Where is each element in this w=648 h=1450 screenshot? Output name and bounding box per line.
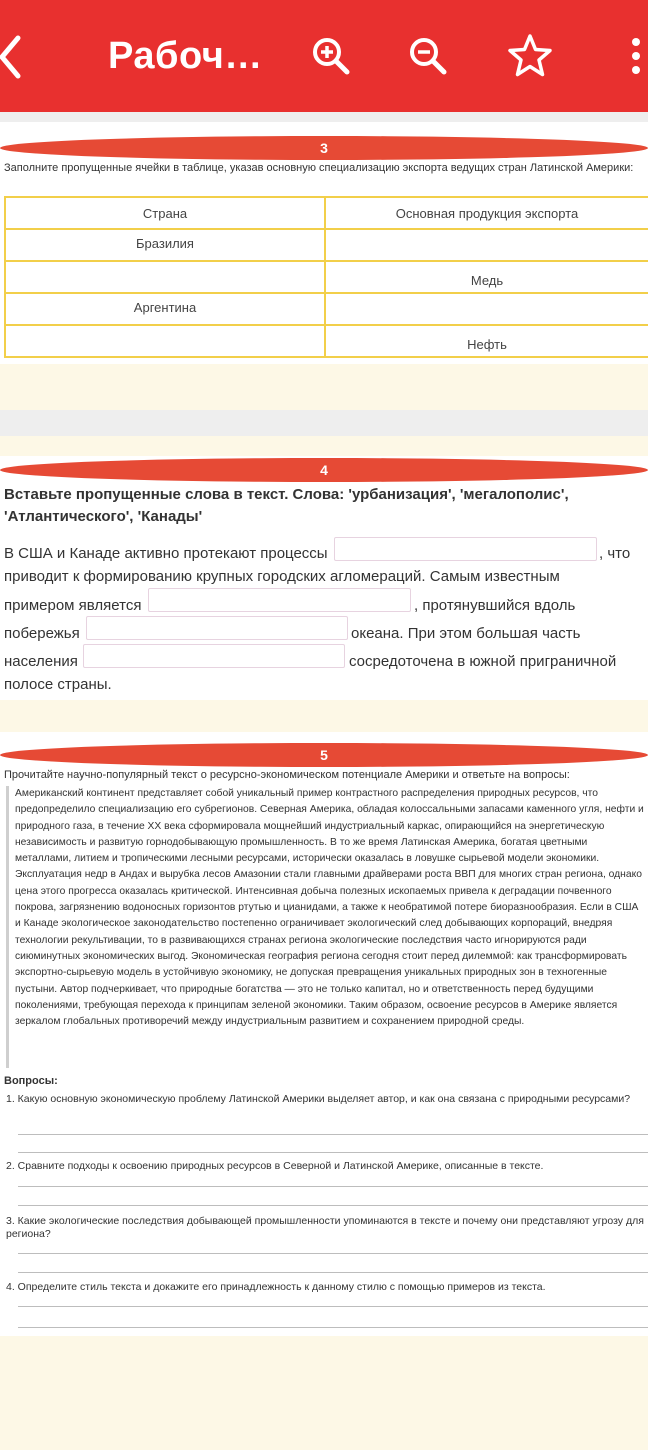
- task-number-badge: 3: [0, 136, 648, 160]
- app-toolbar: [0, 0, 648, 112]
- text-line: примером является: [4, 597, 142, 614]
- answer-line[interactable]: [18, 1253, 648, 1254]
- text-line: полосе страны.: [4, 676, 112, 693]
- text-line: приводит к формированию крупных городских агломераций. Самым известным: [4, 568, 560, 585]
- task-heading: Вставьте пропущенные слова в текст. Слова: 'урбанизация', 'мегалополис', 'Атлантического', 'Канады': [4, 486, 569, 525]
- table-header-cell: Основная продукция экспорта: [325, 197, 648, 229]
- section-header: [0, 436, 648, 456]
- divider: [0, 410, 648, 436]
- question-item: 1. Какую основную экономическую проблему Латинской Америки выделяет автор, и как она связана с природными ресурсами?: [6, 1093, 631, 1105]
- table-header-cell: Страна: [5, 197, 325, 229]
- questions-heading: Вопросы:: [4, 1075, 58, 1087]
- blank-input-country[interactable]: [83, 644, 345, 668]
- more-vertical-icon[interactable]: [620, 32, 648, 80]
- task-number-badge: 4: [0, 458, 648, 482]
- table-row: [5, 261, 648, 293]
- table-cell: Медь: [325, 261, 648, 293]
- export-table: [4, 196, 648, 358]
- back-chevron-icon[interactable]: [0, 30, 30, 84]
- answer-line[interactable]: [18, 1186, 648, 1187]
- table-cell-editable[interactable]: [5, 261, 325, 293]
- answer-line[interactable]: [18, 1272, 648, 1273]
- table-cell-editable[interactable]: [325, 293, 648, 325]
- answer-line[interactable]: [18, 1205, 648, 1206]
- blank-input-megalopolis[interactable]: [148, 588, 411, 612]
- table-cell: Нефть: [325, 325, 648, 357]
- table-cell-editable[interactable]: [325, 229, 648, 261]
- question-item: 2. Сравните подходы к освоению природных ресурсов в Северной и Латинской Америке, описанные в тексте.: [6, 1160, 544, 1172]
- zoom-out-icon[interactable]: [404, 32, 452, 80]
- task-number-badge: 5: [0, 743, 648, 767]
- section-footer: [0, 364, 648, 410]
- section-footer: [0, 1336, 648, 1450]
- table-header-row: [5, 197, 648, 229]
- text-line: побережья: [4, 625, 80, 642]
- blank-input-urbanization[interactable]: [334, 537, 597, 561]
- text-line: сосредоточена в южной приграничной: [349, 653, 617, 670]
- text-line: , протянувшийся вдоль: [414, 597, 576, 614]
- answer-line[interactable]: [18, 1327, 648, 1328]
- blank-input-ocean[interactable]: [86, 616, 348, 640]
- answer-line[interactable]: [18, 1152, 648, 1153]
- reading-text: Американский континент представляет собой уникальный пример контрастного распределения природных ресурсов, что предопределило специализацию его субрегионов. Северная Америка, обладая колоссальными запасами каменного угля, нефти и природного газа, в течение XX века сформировала мощнейший индустриальный каркас, опирающийся на энергетическую независимость и развитую горнодобывающую промышленность. В то же время Латинская Америка, богатая цветными металлами, литием и тропическими лесными ресурсами, исторически оказалась в ловушке сырьевой модели экономики. Эксплуатация недр в Андах и вырубка лесов Амазонии стали главными драйверами роста ВВП для многих стран региона, однако цена этого прогресса оказалась критической. Интенсивная добыча полезных ископаемых привела к деградации почвенного покрова, загрязнению водоносных горизонтов ртутью и цианидами, а также к необратимой потере биоразнообразия. Если в США и Канаде экологическое законодательство постепенно ограничивает экологический след добывающих корпораций, внедряя технологии рекультивации, то в развивающихся странах региона экологические последствия часто игнорируются ради сиюминутных экономических выгод. Экономическая география региона сегодня стоит перед дилеммой: как трансформировать экспортно-сырьевую модель в устойчивую экономику, не допуская превращения уникальных природных зон в техногенные пустыни. Автор подчеркивает, что природные богатства — это не только капитал, но и ответственность перед будущими поколениями, требующая перехода к принципам зеленой экономики. Таким образом, освоение ресурсов в Америке является зеркалом глобальных противоречий между индустриальным развитием и сохранением природной среды.: [6, 786, 646, 1068]
- text-line: , что: [599, 545, 631, 562]
- table-row: [5, 325, 648, 357]
- section-footer: [0, 700, 648, 732]
- divider: [0, 112, 648, 122]
- question-item: 3. Какие экологические последствия добывающей промышленности упоминаются в тексте и почему они представляют угрозу для региона?: [6, 1215, 644, 1240]
- text-line: В США и Канаде активно протекают процессы: [4, 545, 328, 562]
- task-instruction: Прочитайте научно-популярный текст о ресурсно-экономическом потенциале Америки и ответьте на вопросы:: [4, 769, 570, 781]
- table-cell: Аргентина: [5, 293, 325, 325]
- zoom-in-icon[interactable]: [307, 32, 355, 80]
- star-icon[interactable]: [506, 32, 554, 80]
- text-line: населения: [4, 653, 78, 670]
- document-title: Рабоч…: [108, 35, 263, 77]
- task-instruction: Заполните пропущенные ячейки в таблице, указав основную специализацию экспорта ведущих стран Латинской Америки:: [4, 162, 634, 174]
- table-cell: Бразилия: [5, 229, 325, 261]
- text-line: океана. При этом большая часть: [351, 625, 581, 642]
- question-item: 4. Определите стиль текста и докажите его принадлежность к данному стилю с помощью примеров из текста.: [6, 1281, 546, 1293]
- table-row: [5, 293, 648, 325]
- answer-line[interactable]: [18, 1306, 648, 1307]
- table-row: [5, 229, 648, 261]
- answer-line[interactable]: [18, 1134, 648, 1135]
- table-cell-editable[interactable]: [5, 325, 325, 357]
